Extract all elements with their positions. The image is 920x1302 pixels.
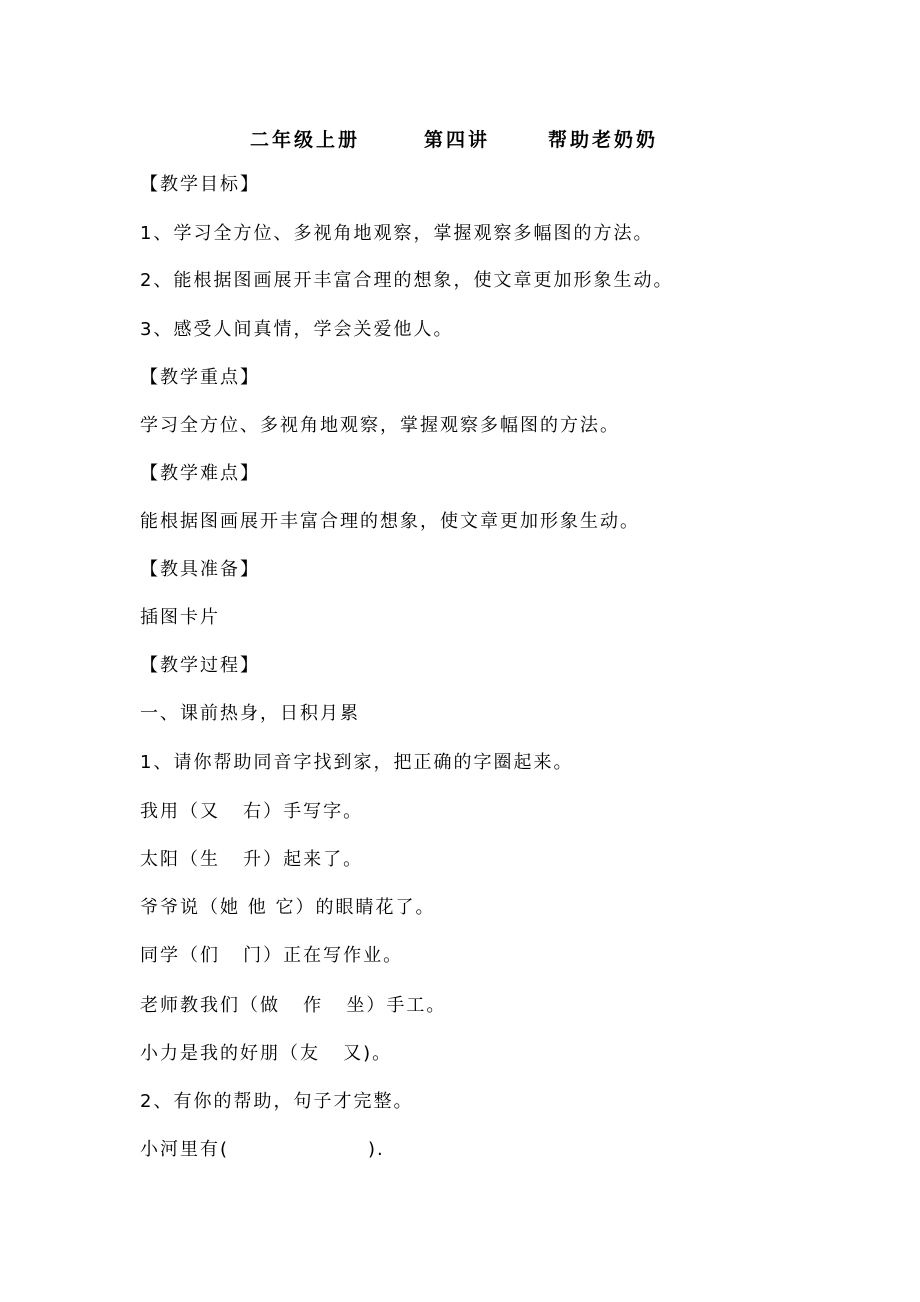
difficulty-text: 能根据图画展开丰富合理的想象，使文章更加形象生动。: [140, 511, 640, 532]
heading-key-points: 【教学重点】: [140, 367, 260, 388]
title-topic: 帮助老奶奶: [548, 129, 659, 151]
exercise-1-instruction: 1、请你帮助同音字找到家，把正确的字圈起来。: [140, 752, 574, 773]
heading-process: 【教学过程】: [140, 655, 260, 676]
exercise-2-instruction: 2、有你的帮助，句子才完整。: [140, 1091, 414, 1112]
exercise-item: 同学（们 门）正在写作业。: [140, 945, 404, 966]
title-grade: 二年级上册: [250, 129, 361, 151]
exercise-item: 小力是我的好朋（友 又)。: [140, 1043, 393, 1064]
exercise-item: 老师教我们（做 作 坐）手工。: [140, 995, 447, 1016]
exercise-item: 爷爷说（她 他 它）的眼睛花了。: [140, 897, 436, 918]
heading-materials: 【教具准备】: [140, 559, 260, 580]
objective-3: 3、感受人间真情，学会关爱他人。: [140, 319, 454, 340]
heading-objectives: 【教学目标】: [140, 174, 260, 195]
objective-1: 1、学习全方位、多视角地观察，掌握观察多幅图的方法。: [140, 223, 654, 244]
exercise-item: 太阳（生 升）起来了。: [140, 849, 364, 870]
objective-2: 2、能根据图画展开丰富合理的想象，使文章更加形象生动。: [140, 270, 674, 291]
section-1-heading: 一、课前热身，日积月累: [140, 703, 360, 724]
heading-difficulties: 【教学难点】: [140, 463, 260, 484]
exercise-item: 我用（又 右）手写字。: [140, 801, 364, 822]
title-lecture: 第四讲: [424, 129, 491, 151]
key-point-text: 学习全方位、多视角地观察，掌握观察多幅图的方法。: [140, 415, 620, 436]
fill-in-blank: 小河里有( ).: [140, 1139, 385, 1160]
materials-text: 插图卡片: [140, 607, 220, 628]
